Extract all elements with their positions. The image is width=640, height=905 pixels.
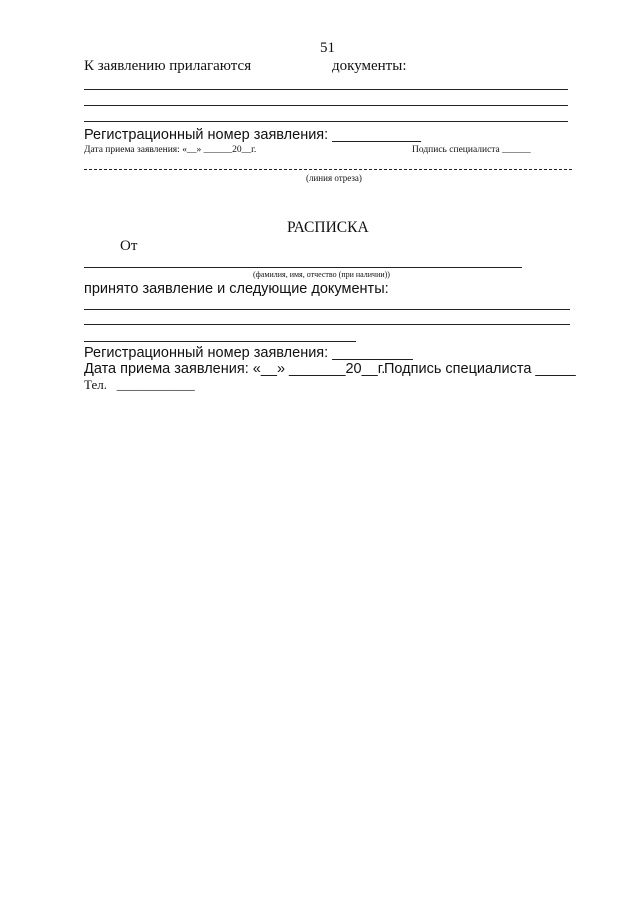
receipt-title: РАСПИСКА	[287, 219, 369, 236]
receipt-registration-number: Регистрационный номер заявления: __________	[84, 345, 413, 361]
cut-line	[84, 169, 572, 170]
applicant-name-line	[84, 267, 522, 268]
receipt-phone: Тел. ____________	[84, 377, 195, 392]
accepted-documents-label: принято заявление и следующие документы:	[84, 281, 389, 297]
receipt-document-line-2	[84, 324, 570, 325]
document-line-2	[84, 105, 568, 106]
specialist-signature: Подпись специалиста ______	[412, 145, 531, 155]
receipt-from-label: От	[120, 238, 138, 254]
applicant-name-caption: (фамилия, имя, отчество (при наличии))	[253, 270, 390, 279]
application-date: Дата приема заявления: «__» ______20__г.	[84, 145, 257, 155]
page-number: 51	[320, 40, 335, 56]
cut-line-label: (линия отреза)	[306, 173, 362, 183]
attached-documents-label: документы:	[332, 58, 407, 74]
document-line-1	[84, 89, 568, 90]
receipt-specialist-signature: Подпись специалиста _____	[384, 361, 576, 377]
receipt-document-line-1	[84, 309, 570, 310]
registration-number: Регистрационный номер заявления: ___________	[84, 127, 421, 143]
document-line-3	[84, 121, 568, 122]
attached-label: К заявлению прилагаются	[84, 58, 252, 74]
receipt-date: Дата приема заявления: «__» _______20__г.	[84, 361, 386, 377]
receipt-document-line-3	[84, 341, 356, 342]
